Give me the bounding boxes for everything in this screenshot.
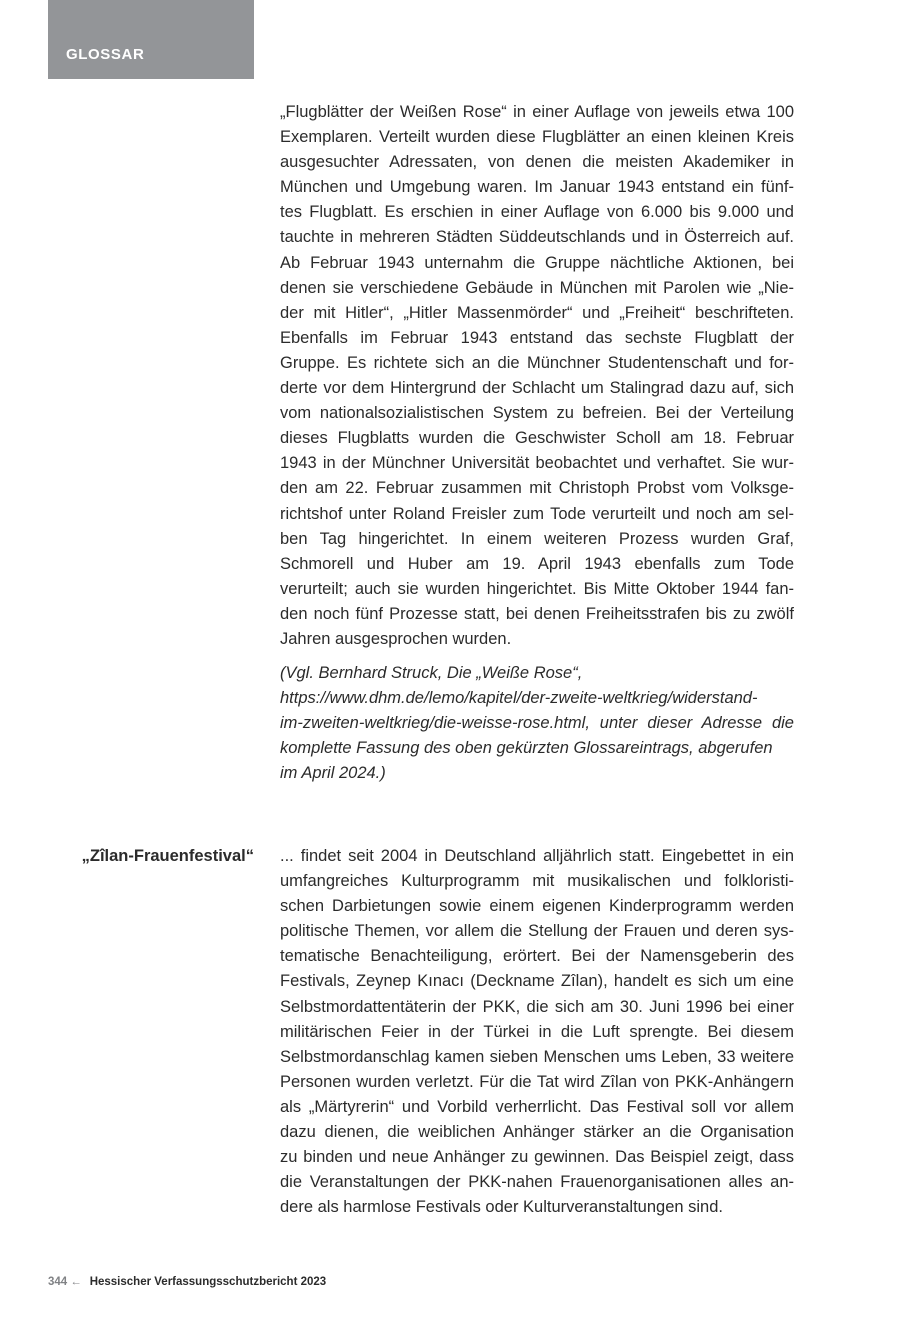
body-line: ... findet seit 2004 in Deutschland alljährlich statt. Eingebettet in ein [280,847,794,865]
body-line: denen sie verschiedene Gebäude in München mit Parolen wie „Nie- [280,278,794,297]
section-label: GLOSSAR [66,46,145,63]
citation-line: im-zweiten-weltkrieg/die-weisse-rose.html, unter dieser Adresse die [280,714,794,733]
body-line: Ebenfalls im Februar 1943 entstand das sechste Flugblatt der [280,328,794,347]
citation-text [280,661,794,786]
publication-title: Hessischer Verfassungsschutzbericht 2023 [89,1276,327,1288]
glossary-entry-zilan [280,844,794,1220]
body-line: als „Märtyrerin“ und Vorbild verherrlicht. Das Festival soll vor allem [280,1097,794,1116]
body-line: dere als harmlose Festivals oder Kulturveranstaltungen sind. [280,1198,723,1217]
body-line: tematische Benachteiligung, erörtert. Bei der Namensgeberin des [280,947,794,966]
body-line: Exemplaren. Verteilt wurden diese Flugblätter an einen kleinen Kreis [280,128,794,147]
white-rose-entry-continuation [280,100,794,652]
body-line: tauchte in mehreren Städten Süddeutschlands und in Österreich auf. [280,228,794,247]
page-footer [48,1276,326,1288]
section-tab [48,0,254,79]
body-line: derte vor dem Hintergrund der Schlacht um Stalingrad dazu auf, sich [280,379,794,398]
body-line: ausgesuchter Adressaten, von denen die meisten Akademiker in [280,153,794,172]
arrow-left-icon: ← [70,1276,82,1288]
body-line: zu binden und neue Anhänger zu gewinnen. Das Beispiel zeigt, dass [280,1148,794,1167]
body-line: tes Flugblatt. Es erschien in einer Auflage von 6.000 bis 9.000 und [280,203,794,222]
body-line: den am 22. Februar zusammen mit Christoph Probst vom Volksge- [280,479,794,498]
body-line: Selbstmordattentäterin der PKK, die sich am 30. Juni 1996 bei einer [280,997,794,1016]
citation-line: https://www.dhm.de/lemo/kapitel/der-zweite-weltkrieg/widerstand- [280,689,758,708]
citation-line: im April 2024.) [280,764,386,783]
body-line: ben Tag hingerichtet. In einem weiteren Prozess wurden Graf, [280,529,794,548]
body-line: Gruppe. Es richtete sich an die Münchner Studentenschaft und for- [280,353,794,372]
body-line: die Veranstaltungen der PKK-nahen Frauenorganisationen alles an- [280,1173,794,1192]
body-line: Selbstmordanschlag kamen sieben Menschen ums Leben, 33 weitere [280,1047,794,1066]
zilan-body [280,844,794,1220]
page-number: 344 [48,1276,68,1288]
body-line: Festivals, Zeynep Kınacı (Deckname Zîlan), handelt es sich um eine [280,972,794,991]
body-line: der mit Hitler“, „Hitler Massenmörder“ und „Freiheit“ beschrifteten. [280,303,794,322]
body-line: „Flugblätter der Weißen Rose“ in einer Auflage von jeweils etwa 100 [280,103,794,121]
body-line: verurteilt; auch sie wurden hingerichtet. Bis Mitte Oktober 1944 fan- [280,579,794,598]
body-line: militärischen Feier in der Türkei in die Luft sprengte. Bei diesem [280,1022,794,1041]
body-line: Personen wurden verletzt. Für die Tat wird Zîlan von PKK-Anhängern [280,1072,794,1091]
body-line: München und Umgebung waren. Im Januar 1943 entstand ein fünf- [280,178,794,197]
body-line: Ab Februar 1943 unternahm die Gruppe nächtliche Aktionen, bei [280,253,794,272]
body-line: dazu dienen, die weiblichen Anhänger stärker an die Organisation [280,1123,794,1142]
white-rose-body [280,100,794,652]
body-line: Jahren ausgesprochen wurden. [280,629,512,648]
body-line: den noch fünf Prozesse statt, bei denen Freiheitsstrafen bis zu zwölf [280,604,794,623]
source-citation [280,661,794,786]
body-line: Schmorell und Huber am 19. April 1943 ebenfalls zum Tode [280,554,794,573]
citation-line: komplette Fassung des oben gekürzten Glossareintrags, abgerufen [280,739,773,758]
citation-line: (Vgl. Bernhard Struck, Die „Weiße Rose“, [280,664,583,682]
body-line: dieses Flugblatts wurden die Geschwister Scholl am 18. Februar [280,429,794,448]
body-line: umfangreiches Kulturprogramm mit musikalischen und folkloristi- [280,872,794,891]
body-line: 1943 in der Münchner Universität beobachtet und verhaftet. Sie wur- [280,454,794,473]
body-line: vom nationalsozialistischen System zu befreien. Bei der Verteilung [280,404,794,423]
glossary-term-zilan: „Zîlan-Frauenfestival“ [81,847,254,865]
body-line: politische Themen, vor allem die Stellung der Frauen und deren sys- [280,922,794,941]
body-line: schen Darbietungen sowie einem eigenen Kinderprogramm werden [280,897,794,916]
body-line: richtshof unter Roland Freisler zum Tode verurteilt und noch am sel- [280,504,794,523]
